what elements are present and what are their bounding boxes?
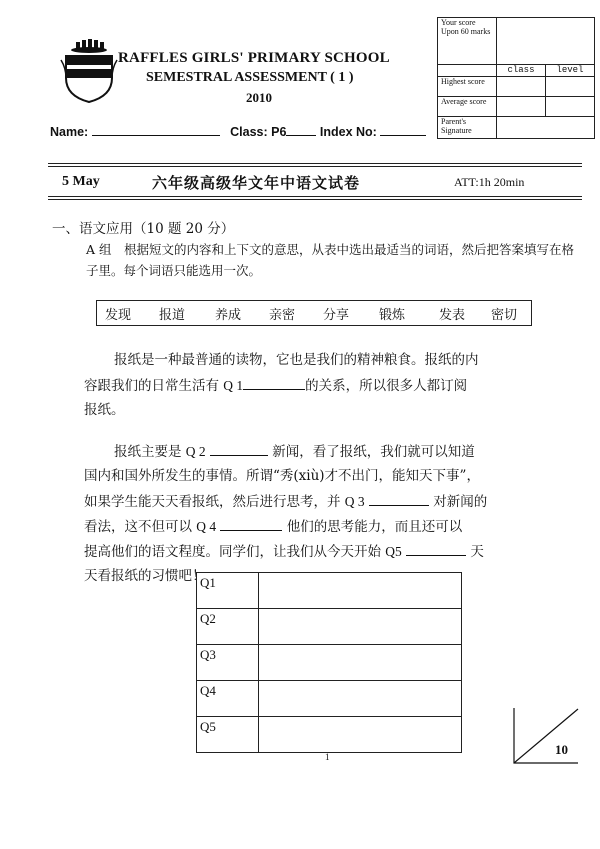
marks-box [513, 706, 579, 764]
answer-box-q3[interactable] [259, 645, 462, 681]
score-table [437, 17, 595, 139]
answer-box-q5[interactable] [259, 717, 462, 753]
passage-line: 天看报纸的习惯吧！ [84, 568, 206, 584]
answer-label: Q4 [197, 681, 259, 717]
exam-duration: ATT:1h 20min [454, 175, 525, 189]
passage-text: 他们的思考能力，而且还可以 [286, 519, 463, 535]
exam-title: 六年级高级华文年中语文试卷 [152, 174, 361, 192]
q2-marker: Q 2 [185, 444, 206, 459]
highest-score-label: Highest score [438, 77, 497, 97]
answer-label: Q1 [197, 573, 259, 609]
q2-blank [210, 441, 268, 456]
signature-label: Parent's Signature [438, 117, 497, 139]
page-number: 1 [325, 752, 330, 762]
answer-box-q2[interactable] [259, 609, 462, 645]
passage-text: 如果学生能天天看报纸，然后进行思考，并 [84, 494, 341, 510]
passage-line [84, 489, 487, 515]
q4-blank [220, 516, 282, 531]
word-bank-item: 养成 [215, 308, 242, 323]
passage-text: 报纸主要是 [114, 444, 182, 460]
answer-label: Q5 [197, 717, 259, 753]
exam-year: 2010 [246, 90, 272, 105]
highest-class-cell[interactable] [497, 77, 546, 97]
class-label: Class: P6 [230, 125, 287, 139]
word-bank-item: 锻炼 [379, 308, 406, 323]
q1-marker: Q 1 [223, 378, 244, 393]
answer-table [196, 572, 462, 753]
passage-line: 报纸是一种最普通的读物，它也是我们的精神粮食。报纸的内 [114, 352, 479, 368]
answer-label: Q2 [197, 609, 259, 645]
divider [48, 199, 582, 200]
word-bank-item: 发表 [439, 308, 466, 323]
your-score-cell[interactable] [497, 18, 595, 65]
index-field[interactable] [380, 124, 426, 136]
q5-marker: Q5 [385, 544, 402, 559]
your-score-label: Your score Upon 60 marks [438, 18, 497, 65]
word-bank [96, 300, 532, 326]
highest-level-cell[interactable] [546, 77, 595, 97]
passage-text: 提高他们的语文程度。同学们，让我们从今天开始 [84, 544, 381, 560]
answer-box-q4[interactable] [259, 681, 462, 717]
exam-date: 5 May [62, 174, 100, 189]
school-crest-icon [60, 38, 118, 104]
word-bank-item: 发现 [105, 308, 132, 323]
q5-blank [406, 541, 466, 556]
student-info-line [50, 124, 426, 139]
q3-blank [369, 491, 429, 506]
passage-text: 对新闻的 [433, 494, 488, 510]
word-bank-item: 报道 [159, 308, 186, 323]
passage-text: 天 [470, 544, 484, 560]
passage-line: 报纸。 [84, 402, 125, 418]
section-instruction: A 组 根据短文的内容和上下文的意思，从表中选出最适当的词语，然后把答案填写在格子里。每个词语只能选用一次。 [86, 242, 575, 278]
section-heading: 一、语文应用（10 题 20 分） [52, 221, 235, 237]
divider [48, 196, 582, 197]
answer-box-q1[interactable] [259, 573, 462, 609]
class-field[interactable] [286, 124, 316, 136]
passage-text: 容跟我们的日常生活有 [84, 378, 219, 394]
level-col-header: level [546, 65, 595, 77]
passage-line: 国内和国外所发生的事情。所谓“秀(xiù)才不出门，能知天下事”， [84, 468, 480, 484]
passage-line [114, 439, 475, 465]
passage-line [84, 539, 484, 565]
passage-line [84, 514, 462, 540]
divider [48, 163, 582, 164]
average-score-label: Average score [438, 97, 497, 117]
assessment-title: SEMESTRAL ASSESSMENT ( 1 ) [146, 70, 354, 85]
average-class-cell[interactable] [497, 97, 546, 117]
passage-text: 看法，这不但可以 [84, 519, 192, 535]
name-label: Name: [50, 125, 89, 139]
q4-marker: Q 4 [196, 519, 217, 534]
index-label: Index No: [319, 125, 377, 139]
word-bank-item: 密切 [491, 308, 518, 323]
word-bank-item: 亲密 [269, 308, 296, 323]
answer-label: Q3 [197, 645, 259, 681]
passage-text: 新闻，看了报纸，我们就可以知道 [272, 444, 475, 460]
signature-cell[interactable] [497, 117, 595, 139]
school-name: RAFFLES GIRLS' PRIMARY SCHOOL [118, 50, 390, 66]
word-bank-item: 分享 [323, 308, 350, 323]
class-col-header: class [497, 65, 546, 77]
name-field[interactable] [92, 124, 220, 136]
total-marks: 10 [555, 742, 568, 757]
passage-text: 的关系，所以很多人都订阅 [305, 378, 468, 394]
average-level-cell[interactable] [546, 97, 595, 117]
q3-marker: Q 3 [344, 494, 365, 509]
passage-line [84, 373, 467, 399]
divider [48, 166, 582, 167]
blank-label-cell [438, 65, 497, 77]
q1-blank [243, 375, 305, 390]
